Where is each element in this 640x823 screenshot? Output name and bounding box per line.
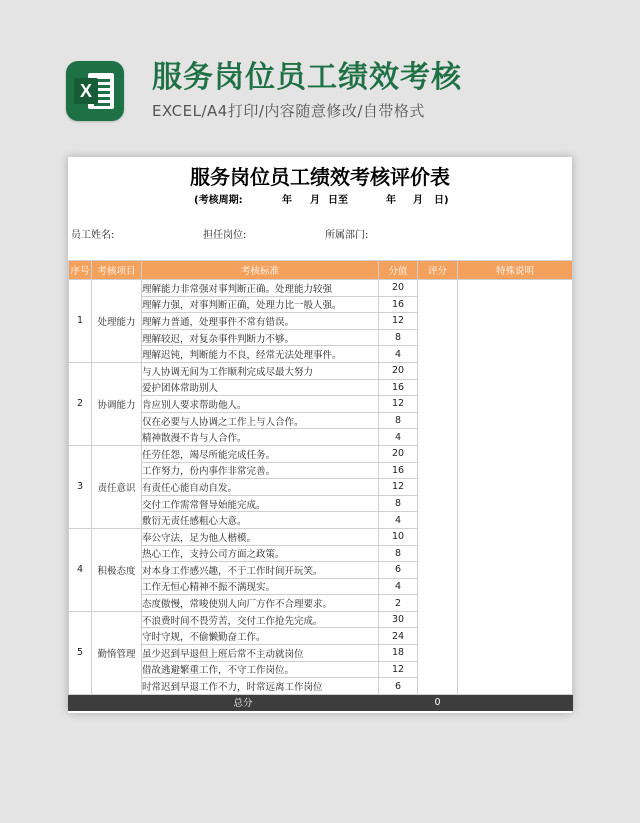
criteria-cell: 理解力强，对事判断正确，处理力比一般人强。 bbox=[142, 296, 379, 313]
group-item: 协调能力 bbox=[92, 362, 142, 445]
criteria-cell: 借故逃避繁重工作，不守工作岗位。 bbox=[142, 661, 379, 678]
header-seq: 序号 bbox=[69, 261, 92, 280]
criteria-cell: 肯应别人要求帮助他人。 bbox=[142, 396, 379, 413]
score-cell: 12 bbox=[379, 396, 418, 413]
criteria-cell: 工作无恒心精神不振不满现实。 bbox=[142, 578, 379, 595]
position-label: 担任岗位: bbox=[203, 230, 247, 241]
score-cell: 4 bbox=[379, 346, 418, 363]
criteria-cell: 虽少迟到早退但上班后常不主动就岗位 bbox=[142, 645, 379, 662]
note-cell[interactable] bbox=[458, 280, 573, 695]
period-prefix: (考核周期: bbox=[194, 195, 243, 206]
criteria-cell: 不浪费时间不畏劳苦，交付工作抢先完成。 bbox=[142, 611, 379, 628]
header-criteria: 考核标准 bbox=[142, 261, 379, 280]
group-seq: 3 bbox=[69, 445, 92, 528]
period-day-to: 日至 bbox=[328, 195, 348, 206]
criteria-cell: 奉公守法，足为他人楷模。 bbox=[142, 528, 379, 545]
score-cell: 30 bbox=[379, 611, 418, 628]
group-item: 积极态度 bbox=[92, 528, 142, 611]
score-cell: 24 bbox=[379, 628, 418, 645]
group-seq: 4 bbox=[69, 528, 92, 611]
table-header-row bbox=[69, 261, 573, 280]
score-cell: 8 bbox=[379, 412, 418, 429]
group-item: 处理能力 bbox=[92, 280, 142, 363]
criteria-cell: 仅在必要与人协调之工作上与人合作。 bbox=[142, 412, 379, 429]
criteria-cell: 爱护团体常助别人 bbox=[142, 379, 379, 396]
evaluation-table bbox=[68, 260, 573, 711]
header-item: 考核项目 bbox=[92, 261, 142, 280]
excel-icon bbox=[66, 61, 124, 121]
criteria-cell: 守时守规，不偷懒勤奋工作。 bbox=[142, 628, 379, 645]
period-month-end: 月 bbox=[413, 195, 423, 206]
score-cell: 16 bbox=[379, 379, 418, 396]
criteria-cell: 理解力普通，处理事件不常有错误。 bbox=[142, 313, 379, 330]
document-title: 服务岗位员工绩效考核评价表 bbox=[190, 165, 450, 189]
score-cell: 4 bbox=[379, 429, 418, 446]
score-cell: 8 bbox=[379, 545, 418, 562]
group-seq: 2 bbox=[69, 362, 92, 445]
group-item: 勤惰管理 bbox=[92, 611, 142, 694]
criteria-cell: 态度傲慢，常唆使别人向厂方作不合理要求。 bbox=[142, 595, 379, 612]
criteria-cell: 精神散漫不肯与人合作。 bbox=[142, 429, 379, 446]
header-note: 特殊说明 bbox=[458, 261, 573, 280]
employee-name-label: 员工姓名: bbox=[71, 230, 115, 241]
criteria-cell: 理解较迟，对复杂事件判断力不够。 bbox=[142, 329, 379, 346]
score-cell: 16 bbox=[379, 462, 418, 479]
table-body bbox=[69, 280, 573, 711]
group-item: 责任意识 bbox=[92, 445, 142, 528]
score-cell: 6 bbox=[379, 562, 418, 579]
total-note bbox=[458, 694, 573, 710]
criteria-cell: 热心工作，支持公司方面之政策。 bbox=[142, 545, 379, 562]
score-cell: 12 bbox=[379, 313, 418, 330]
period-month-start: 月 bbox=[310, 195, 320, 206]
score-cell: 8 bbox=[379, 495, 418, 512]
criteria-cell: 理解迟钝，判断能力不良，经常无法处理事件。 bbox=[142, 346, 379, 363]
banner-subtitle: EXCEL/A4打印/内容随意修改/自带格式 bbox=[152, 102, 425, 120]
criteria-cell: 与人协调无间为工作顺利完成尽最大努力 bbox=[142, 362, 379, 379]
group-seq: 5 bbox=[69, 611, 92, 694]
score-cell: 10 bbox=[379, 528, 418, 545]
criteria-cell: 有责任心能自动自发。 bbox=[142, 479, 379, 496]
document-page bbox=[68, 157, 572, 713]
excel-x-letter: X bbox=[74, 78, 98, 104]
score-cell: 20 bbox=[379, 280, 418, 297]
total-label: 总分 bbox=[69, 694, 418, 710]
header-rating: 评分 bbox=[418, 261, 458, 280]
criteria-cell: 交付工作需常督导始能完成。 bbox=[142, 495, 379, 512]
rating-cell[interactable] bbox=[418, 280, 458, 695]
score-cell: 20 bbox=[379, 362, 418, 379]
period-year-start: 年 bbox=[282, 195, 292, 206]
group-seq: 1 bbox=[69, 280, 92, 363]
criteria-cell: 理解能力非常强对事判断正确。处理能力较强 bbox=[142, 280, 379, 297]
criteria-cell: 对本身工作感兴趣，不于工作时间开玩笑。 bbox=[142, 562, 379, 579]
criteria-cell: 任劳任怨，竭尽所能完成任务。 bbox=[142, 445, 379, 462]
total-row bbox=[69, 694, 573, 710]
total-value: 0 bbox=[418, 694, 458, 710]
table-row bbox=[69, 280, 573, 297]
score-cell: 20 bbox=[379, 445, 418, 462]
banner-title: 服务岗位员工绩效考核 bbox=[152, 60, 462, 95]
score-cell: 12 bbox=[379, 661, 418, 678]
score-cell: 8 bbox=[379, 329, 418, 346]
header-score: 分值 bbox=[379, 261, 418, 280]
criteria-cell: 敷衍无责任感粗心大意。 bbox=[142, 512, 379, 529]
criteria-cell: 工作努力，份内事作非常完善。 bbox=[142, 462, 379, 479]
score-cell: 4 bbox=[379, 578, 418, 595]
department-label: 所属部门: bbox=[325, 230, 369, 241]
score-cell: 18 bbox=[379, 645, 418, 662]
score-cell: 2 bbox=[379, 595, 418, 612]
period-day-end: 日) bbox=[434, 195, 449, 206]
score-cell: 4 bbox=[379, 512, 418, 529]
score-cell: 12 bbox=[379, 479, 418, 496]
score-cell: 16 bbox=[379, 296, 418, 313]
period-year-end: 年 bbox=[386, 195, 396, 206]
score-cell: 6 bbox=[379, 678, 418, 695]
criteria-cell: 时常迟到早退工作不力，时常远离工作岗位 bbox=[142, 678, 379, 695]
